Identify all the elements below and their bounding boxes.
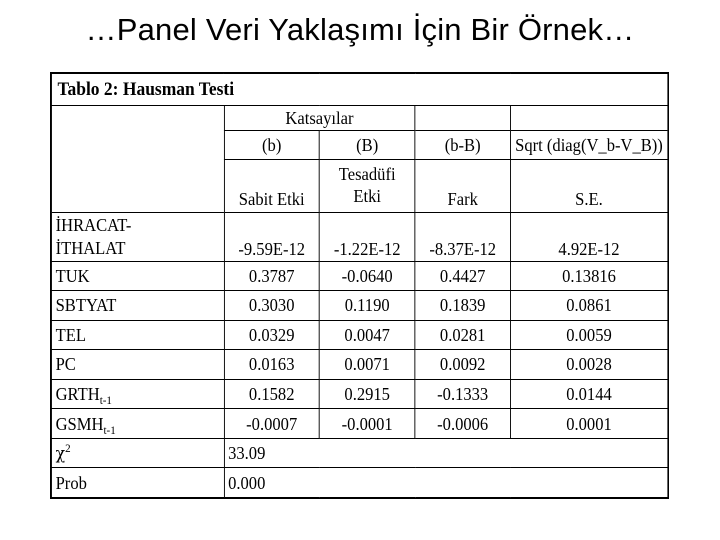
row-label (51, 409, 224, 439)
row-label: TEL (51, 320, 224, 350)
table-row (51, 320, 667, 350)
row-label: PC (51, 350, 224, 380)
header-blank (510, 105, 667, 130)
cell-value: 0.0047 (319, 320, 414, 350)
cell-value: -1.22E-12 (319, 212, 414, 261)
header-empty-cell (51, 105, 224, 212)
cell-value: 0.0001 (510, 409, 667, 439)
cell-value: 0.0144 (510, 379, 667, 409)
prob-label: Prob (51, 468, 224, 498)
cell-value: 0.0329 (224, 320, 319, 350)
table-row (51, 350, 667, 380)
col-name-sabit: Sabit Etki (224, 159, 319, 212)
col-name-se: S.E. (510, 159, 667, 212)
prob-row (51, 468, 667, 498)
row-label: SBTYAT (51, 291, 224, 321)
col-code-b: (b) (224, 131, 319, 160)
table-row (51, 212, 667, 261)
hausman-table (50, 72, 669, 499)
cell-value: -0.1333 (415, 379, 510, 409)
col-code-se: Sqrt (diag(V_b-V_B)) (510, 131, 667, 160)
cell-value: 0.0071 (319, 350, 414, 380)
cell-value: 0.0059 (510, 320, 667, 350)
cell-value: 0.1190 (319, 291, 414, 321)
col-name-tesadufi-line1: Tesadüfi (338, 164, 396, 184)
row-label-line1: İHRACAT- (55, 215, 132, 236)
row-label-text: GRTH (55, 383, 100, 404)
col-name-fark: Fark (415, 159, 510, 212)
cell-value: 0.0861 (510, 291, 667, 321)
chi2-value: 33.09 (224, 438, 668, 468)
chi-exponent: 2 (65, 440, 71, 455)
cell-value: 0.4427 (415, 261, 510, 291)
table-row (51, 409, 667, 439)
chi2-row (51, 438, 667, 468)
slide-title: …Panel Veri Yaklaşımı İçin Bir Örnek… (85, 12, 635, 47)
header-blank (415, 105, 510, 130)
cell-value: 0.13816 (510, 261, 667, 291)
cell-value: -0.0007 (224, 409, 319, 439)
cell-value: 0.3030 (224, 291, 319, 321)
cell-value: 0.1839 (415, 291, 510, 321)
row-label-line2: İTHALAT (55, 237, 126, 258)
table-row (51, 261, 667, 291)
col-name-tesadufi (319, 159, 414, 212)
row-label: TUK (51, 261, 224, 291)
col-code-B: (B) (319, 131, 414, 160)
cell-value: 0.2915 (319, 379, 414, 409)
row-label-text: GSMH (55, 413, 104, 434)
cell-value: 0.0028 (510, 350, 667, 380)
cell-value: 4.92E-12 (510, 212, 667, 261)
chi2-label (51, 438, 224, 468)
row-label (51, 379, 224, 409)
cell-value: 0.3787 (224, 261, 319, 291)
cell-value: 0.0163 (224, 350, 319, 380)
cell-value: -0.0001 (319, 409, 414, 439)
prob-value: 0.000 (224, 468, 668, 498)
col-name-tesadufi-line2: Etki (353, 185, 381, 206)
table-title: Tablo 2: Hausman Testi (51, 74, 667, 106)
cell-value: -0.0006 (415, 409, 510, 439)
table-row (51, 291, 667, 321)
cell-value: -0.0640 (319, 261, 414, 291)
group-header: Katsayılar (224, 105, 415, 130)
cell-value: 0.0092 (415, 350, 510, 380)
row-label-subscript: t-1 (99, 392, 112, 407)
table-row (51, 379, 667, 409)
cell-value: 0.1582 (224, 379, 319, 409)
row-label (51, 212, 224, 261)
cell-value: -9.59E-12 (224, 212, 319, 261)
chi-symbol: χ (55, 443, 66, 464)
cell-value: -8.37E-12 (415, 212, 510, 261)
row-label-subscript: t-1 (103, 422, 116, 437)
cell-value: 0.0281 (415, 320, 510, 350)
col-code-diff: (b-B) (415, 131, 510, 160)
